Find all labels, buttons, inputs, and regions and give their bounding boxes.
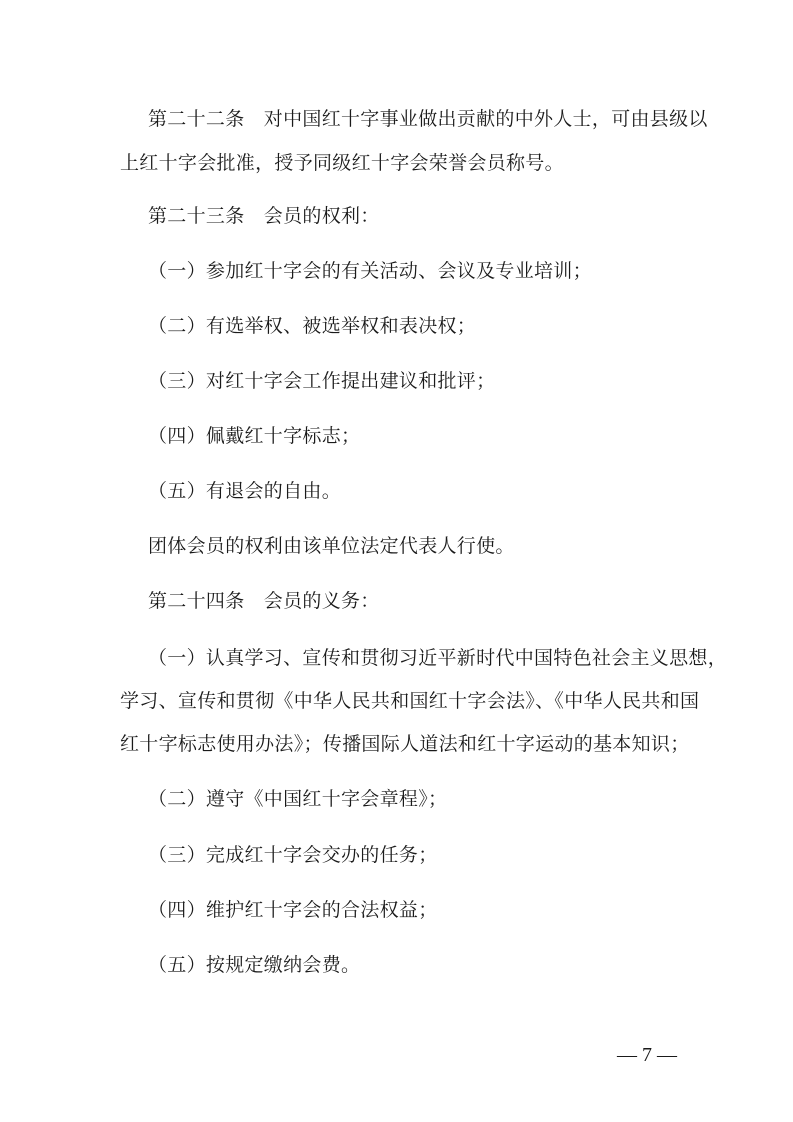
member-duty-3: （三）完成红十字会交办的任务； <box>148 844 438 866</box>
article-23-heading: 第二十三条 会员的权利： <box>148 205 380 227</box>
article-22-line-1: 第二十二条 对中国红十字事业做出贡献的中外人士，可由县级以 <box>148 108 708 130</box>
page-number: — 7 — <box>617 1044 677 1066</box>
member-duty-2: （二）遵守《中国红十字会章程》； <box>148 788 448 810</box>
member-right-3: （三）对红十字会工作提出建议和批评； <box>148 370 496 392</box>
member-right-5: （五）有退会的自由。 <box>148 480 342 502</box>
member-duty-1-line-2: 学习、宣传和贯彻《中华人民共和国红十字会法》、《中华人民共和国 <box>120 690 700 712</box>
member-duty-4: （四）维护红十字会的合法权益； <box>148 899 438 921</box>
member-right-2: （二）有选举权、被选举权和表决权； <box>148 315 477 337</box>
article-24-heading: 第二十四条 会员的义务： <box>148 590 380 612</box>
member-right-4: （四）佩戴红十字标志； <box>148 425 361 447</box>
article-22-line-2: 上红十字会批准，授予同级红十字会荣誉会员称号。 <box>120 152 564 174</box>
group-member-rights: 团体会员的权利由该单位法定代表人行使。 <box>148 535 515 557</box>
member-right-1: （一）参加红十字会的有关活动、会议及专业培训； <box>148 260 592 282</box>
member-duty-5: （五）按规定缴纳会费。 <box>148 954 361 976</box>
member-duty-1-line-1: （一）认真学习、宣传和贯彻习近平新时代中国特色社会主义思想， <box>148 647 728 669</box>
member-duty-1-line-3: 红十字标志使用办法》；传播国际人道法和红十字运动的基本知识； <box>120 733 690 755</box>
